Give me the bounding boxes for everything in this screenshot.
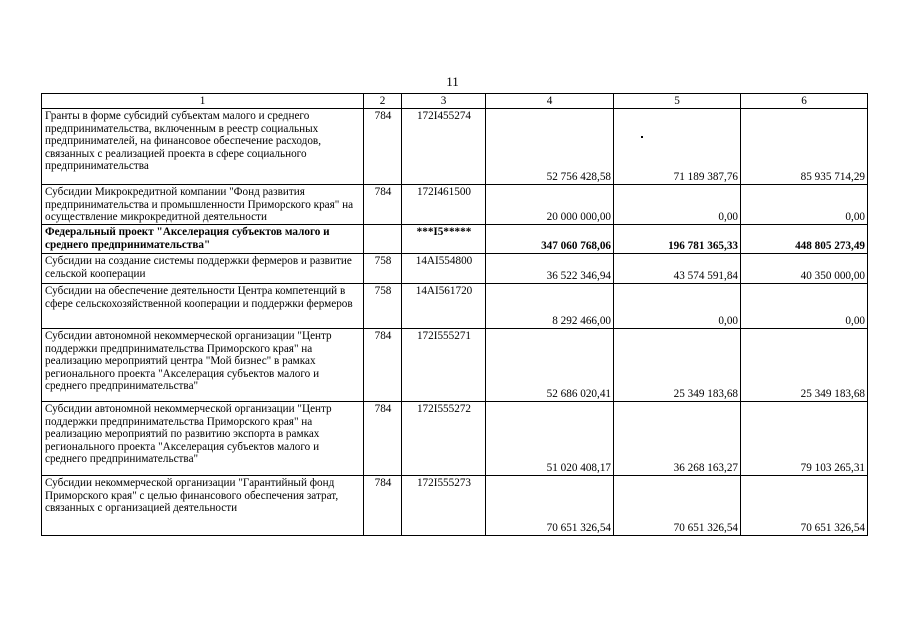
row-code-2: 784 <box>364 329 402 402</box>
row-value-4: 70 651 326,54 <box>486 476 614 536</box>
row-code-3: 172I461500 <box>402 185 486 225</box>
row-code-2: 758 <box>364 284 402 329</box>
row-value-6: 85 935 714,29 <box>741 109 868 185</box>
table-row <box>42 254 868 284</box>
row-code-3: ***I5***** <box>402 225 486 254</box>
table-row <box>42 329 868 402</box>
row-name: Федеральный проект "Акселерация субъектов малого и среднего предпринимательства" <box>42 225 364 254</box>
row-value-5: 0,00 <box>614 185 741 225</box>
table-row-project <box>42 225 868 254</box>
row-value-6: 0,00 <box>741 185 868 225</box>
row-value-5: 36 268 163,27 <box>614 402 741 476</box>
row-name: Субсидии автономной некоммерческой организации "Центр поддержки предпринимательства Приморского края" на реализацию мероприятий по развитию экспорта в рамках регионального проекта "Акселерация субъектов малого и среднего предпринимательства" <box>42 402 364 476</box>
row-value-4: 347 060 768,06 <box>486 225 614 254</box>
row-code-3: 172I455274 <box>402 109 486 185</box>
row-value-4: 8 292 466,00 <box>486 284 614 329</box>
row-value-4: 51 020 408,17 <box>486 402 614 476</box>
table-row <box>42 476 868 536</box>
header-row <box>42 94 868 109</box>
row-value-6: 70 651 326,54 <box>741 476 868 536</box>
column-header: 2 <box>364 94 402 109</box>
row-value-6: 40 350 000,00 <box>741 254 868 284</box>
table-row <box>42 185 868 225</box>
row-name: Субсидии на обеспечение деятельности Центра компетенций в сфере сельскохозяйственной кооперации и поддержки фермеров <box>42 284 364 329</box>
column-header: 3 <box>402 94 486 109</box>
column-header: 6 <box>741 94 868 109</box>
row-code-2 <box>364 225 402 254</box>
row-code-3: 14AI554800 <box>402 254 486 284</box>
row-code-3: 172I555271 <box>402 329 486 402</box>
row-value-4: 36 522 346,94 <box>486 254 614 284</box>
row-value-6: 79 103 265,31 <box>741 402 868 476</box>
row-code-3: 172I555272 <box>402 402 486 476</box>
table-row <box>42 402 868 476</box>
column-header: 1 <box>42 94 364 109</box>
row-value-5: 196 781 365,33 <box>614 225 741 254</box>
row-name: Субсидии автономной некоммерческой организации "Центр поддержки предпринимательства Приморского края" на реализацию мероприятий центра "Мой бизнес" в рамках регионального проекта "Акселерация субъектов малого и среднего предпринимательства" <box>42 329 364 402</box>
row-code-2: 784 <box>364 109 402 185</box>
row-code-3: 172I555273 <box>402 476 486 536</box>
row-name: Субсидии некоммерческой организации "Гарантийный фонд Приморского края" с целью финансового обеспечения затрат, связанных с организацией деятельности <box>42 476 364 536</box>
row-name: Гранты в форме субсидий субъектам малого и среднего предпринимательства, включенным в реестр социальных предпринимателей, на финансовое обеспечение расходов, связанных с реализацией проекта в сфере социального предпринимательства <box>42 109 364 185</box>
row-value-5: 43 574 591,84 <box>614 254 741 284</box>
row-name: Субсидии Микрокредитной компании "Фонд развития предпринимательства и промышленности Приморского края" на осуществление микрокредитной деятельности <box>42 185 364 225</box>
row-code-2: 784 <box>364 402 402 476</box>
row-name: Субсидии на создание системы поддержки фермеров и развитие сельской кооперации <box>42 254 364 284</box>
row-value-5: 70 651 326,54 <box>614 476 741 536</box>
column-header: 5 <box>614 94 741 109</box>
column-header: 4 <box>486 94 614 109</box>
budget-table <box>41 93 868 536</box>
row-value-6: 25 349 183,68 <box>741 329 868 402</box>
row-value-4: 52 686 020,41 <box>486 329 614 402</box>
row-value-4: 20 000 000,00 <box>486 185 614 225</box>
row-code-2: 758 <box>364 254 402 284</box>
stray-dot-mark <box>641 136 643 138</box>
row-value-5: 0,00 <box>614 284 741 329</box>
row-value-5: 71 189 387,76 <box>614 109 741 185</box>
row-code-3: 14AI561720 <box>402 284 486 329</box>
row-value-5: 25 349 183,68 <box>614 329 741 402</box>
row-code-2: 784 <box>364 185 402 225</box>
table-row <box>42 109 868 185</box>
row-value-6: 0,00 <box>741 284 868 329</box>
row-value-6: 448 805 273,49 <box>741 225 868 254</box>
row-value-4: 52 756 428,58 <box>486 109 614 185</box>
table-row <box>42 284 868 329</box>
row-code-2: 784 <box>364 476 402 536</box>
page-number: 11 <box>446 74 459 89</box>
